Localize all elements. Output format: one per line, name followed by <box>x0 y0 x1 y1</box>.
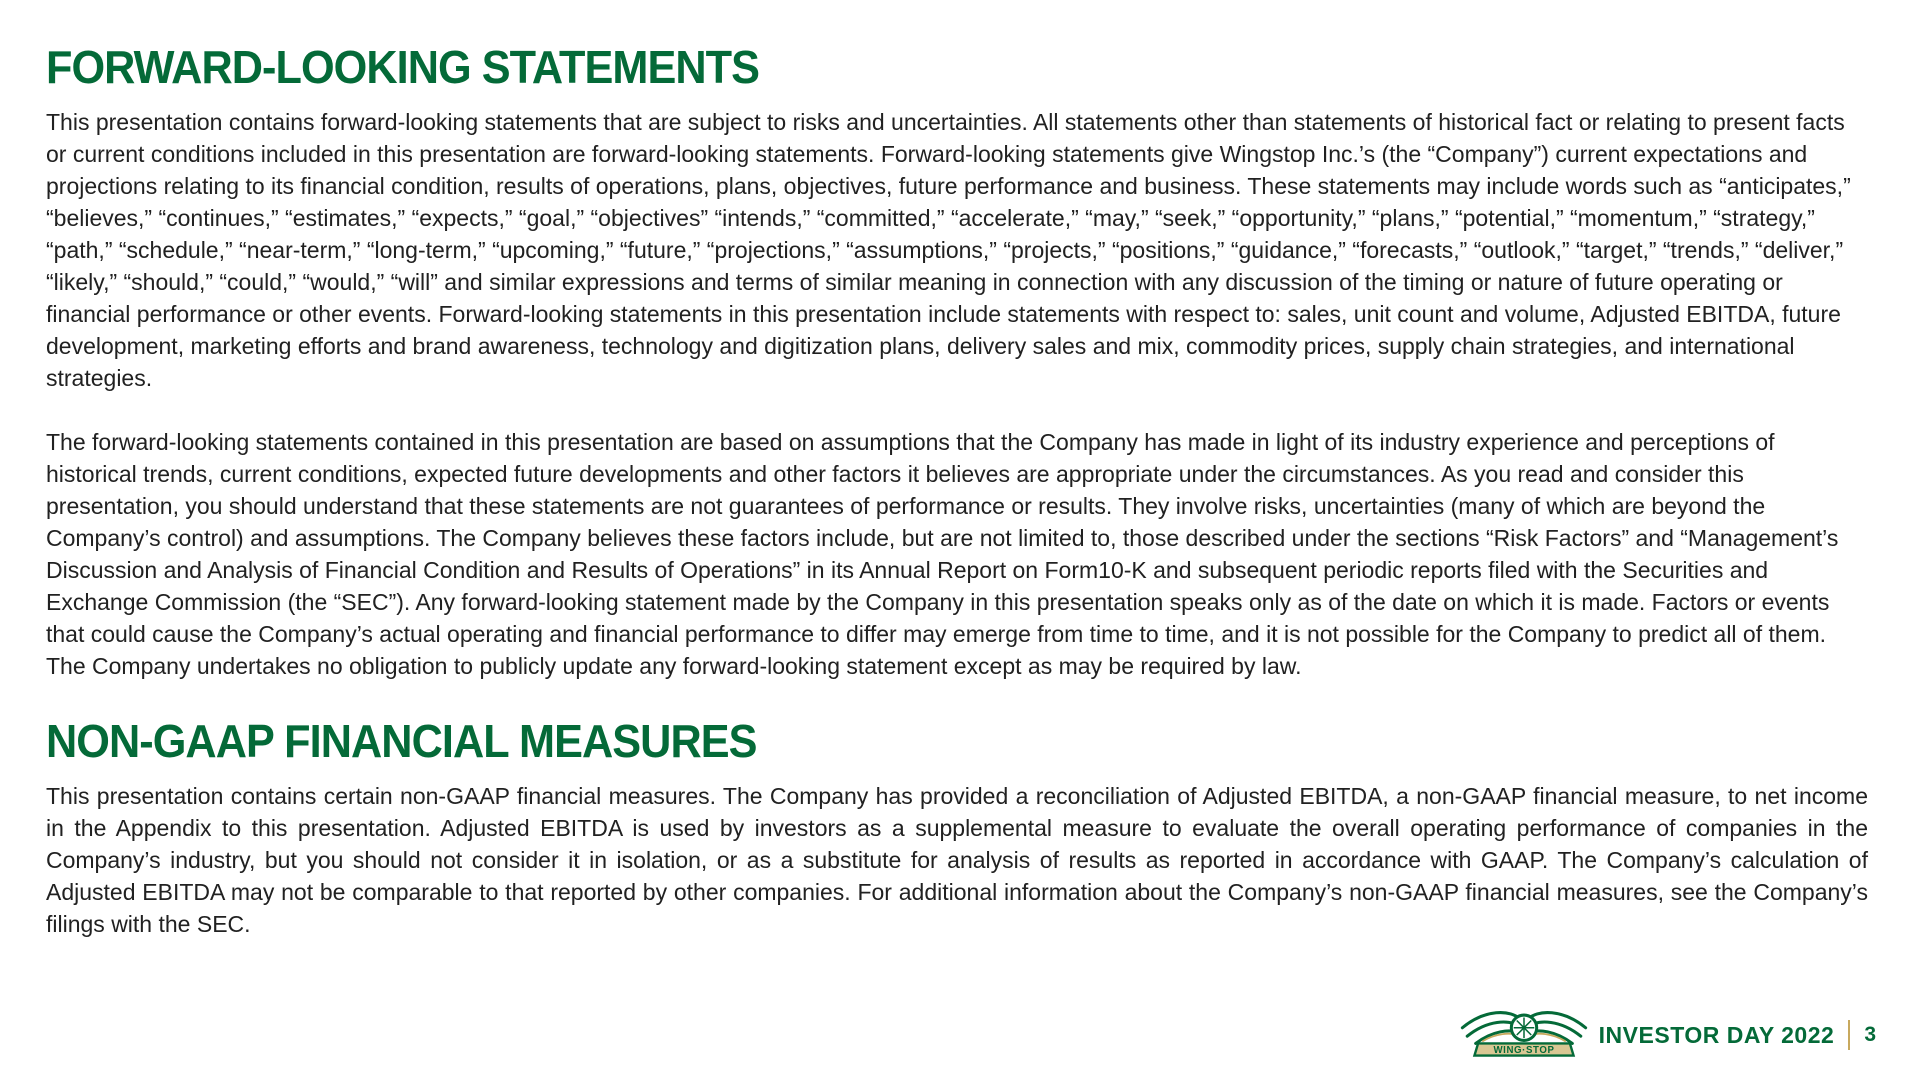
forward-looking-paragraph-2: The forward-looking statements contained in this presentation are based on assumptions that the Company has made in light of its industry experience and perceptions of historical trends, current conditions, expected future developments and other factors it believes are appropriate under the circumstances. As you read and consider this presentation, you should understand that these statements are not guarantees of performance or results. They involve risks, uncertainties (many of which are beyond the Company’s control) and assumptions. The Company believes these factors include, but are not limited to, those described under the sections “Risk Factors” and “Management’s Discussion and Analysis of Financial Condition and Results of Operations” in its Annual Report on Form10-K and subsequent periodic reports filed with the Securities and Exchange Commission (the “SEC”). Any forward-looking statement made by the Company in this presentation speaks only as of the date on which it is made. Factors or events that could cause the Company’s actual operating and financial performance to differ may emerge from time to time, and it is not possible for the Company to predict all of them. The Company undertakes no obligation to publicly update any forward-looking statement except as may be required by law. <box>46 429 1839 679</box>
footer-divider <box>1848 1020 1850 1050</box>
event-label: INVESTOR DAY 2022 <box>1598 1021 1835 1048</box>
wingstop-logo-icon <box>1457 1006 1591 1064</box>
section-forward-looking-statements <box>46 40 1868 682</box>
section-non-gaap-measures <box>46 714 1868 940</box>
section-heading-forward-looking: FORWARD-LOOKING STATEMENTS <box>46 41 760 93</box>
section-heading-non-gaap: NON-GAAP FINANCIAL MEASURES <box>46 715 757 767</box>
page-number: 3 <box>1864 1023 1876 1046</box>
non-gaap-paragraph: This presentation contains certain non-GAAP financial measures. The Company has provided a reconciliation of Adjusted EBITDA, a non-GAAP financial measure, to net income in the Appendix to this presentation. Adjusted EBITDA is used by investors as a supplemental measure to evaluate the overall operating performance of companies in the Company’s industry, but you should not consider it in isolation, or as a substitute for analysis of results as reported in accordance with GAAP. The Company’s calculation of Adjusted EBITDA may not be comparable to that reported by other companies. For additional information about the Company’s non-GAAP financial measures, see the Company’s filings with the SEC. <box>46 783 1868 937</box>
wingstop-logo-banner-text: WING·STOP <box>1493 1045 1555 1057</box>
forward-looking-paragraph-1: This presentation contains forward-looking statements that are subject to risks and uncertainties. All statements other than statements of historical fact or relating to present facts or current conditions included in this presentation are forward-looking statements. Forward-looking statements give Wingstop Inc.’s (the “Company”) current expectations and projections relating to its financial condition, results of operations, plans, objectives, future performance and business. These statements may include words such as “anticipates,” “believes,” “continues,” “estimates,” “expects,” “goal,” “objectives” “intends,” “committed,” “accelerate,” “may,” “seek,” “opportunity,” “plans,” “potential,” “momentum,” “strategy,” “path,” “schedule,” “near-term,” “long-term,” “upcoming,” “future,” “projections,” “assumptions,” “projects,” “positions,” “guidance,” “forecasts,” “outlook,” “target,” “trends,” “deliver,” “likely,” “should,” “could,” “would,” “will” and similar expressions and terms of similar meaning in connection with any discussion of the timing or nature of future operating or financial performance or other events. Forward-looking statements in this presentation include statements with respect to: sales, unit count and volume, Adjusted EBITDA, future development, marketing efforts and brand awareness, technology and digitization plans, delivery sales and mix, commodity prices, supply chain strategies, and international strategies. <box>46 109 1851 391</box>
slide-footer <box>1457 1006 1876 1064</box>
